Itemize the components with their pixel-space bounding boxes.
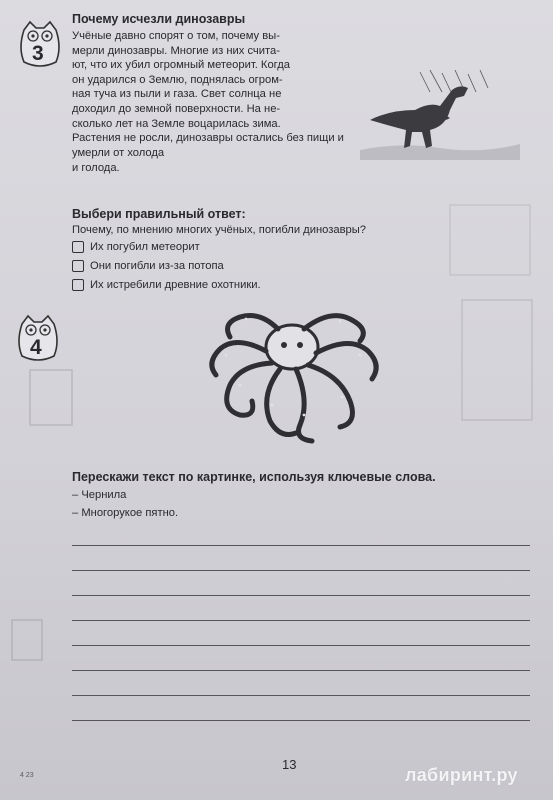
corner-mark: 4 23 — [20, 772, 34, 779]
answer-option[interactable] — [72, 260, 224, 272]
checkbox[interactable] — [72, 241, 84, 253]
writing-line[interactable] — [72, 720, 530, 721]
octopus-illustration — [200, 305, 390, 445]
answer-label: Их истребили древние охотники. — [90, 279, 261, 291]
answer-label: Они погибли из-за потопа — [90, 260, 224, 272]
writing-line[interactable] — [72, 670, 530, 671]
checkbox[interactable] — [72, 279, 84, 291]
keyword: – Многорукое пятно. — [72, 507, 179, 519]
writing-line[interactable] — [72, 645, 530, 646]
page-number: 13 — [282, 757, 297, 772]
task-instruction: Перескажи текст по картинке, используя ключевые слова. — [72, 470, 436, 484]
checkbox[interactable] — [72, 260, 84, 272]
question-title: Выбери правильный ответ: — [72, 207, 246, 221]
writing-line[interactable] — [72, 620, 530, 621]
story-paragraph: Учёные давно спорят о том, почему вы- мерли динозавры. Многие из них счита- ют, что их убил огромный метеорит. Когда он ударился о Землю, поднялась огром- ная туча из пыли и газа. Свет солнца не доходил до земной поверхности. На не- сколько лет на Земле воцарилась зима. Растения не росли, динозавры остались без пищи и умерли от холода — [72, 30, 344, 159]
story-paragraph-tail: и голода. — [72, 162, 120, 174]
writing-line[interactable] — [72, 570, 530, 571]
keyword: – Чернила — [72, 489, 127, 501]
writing-line[interactable] — [72, 695, 530, 696]
watermark: лабиринт.ру — [405, 765, 518, 785]
question-text: Почему, по мнению многих учёных, погибли динозавры? — [72, 224, 367, 236]
section-number: 4 — [30, 336, 42, 359]
dinosaur-illustration — [360, 70, 520, 160]
section-number: 3 — [32, 42, 44, 65]
section-title: Почему исчезли динозавры — [72, 12, 246, 26]
writing-line[interactable] — [72, 545, 530, 546]
owl-badge-3 — [16, 18, 64, 68]
owl-badge-4 — [14, 312, 62, 362]
answer-option[interactable] — [72, 279, 261, 291]
answer-option[interactable] — [72, 241, 200, 253]
writing-line[interactable] — [72, 595, 530, 596]
answer-label: Их погубил метеорит — [90, 241, 200, 253]
